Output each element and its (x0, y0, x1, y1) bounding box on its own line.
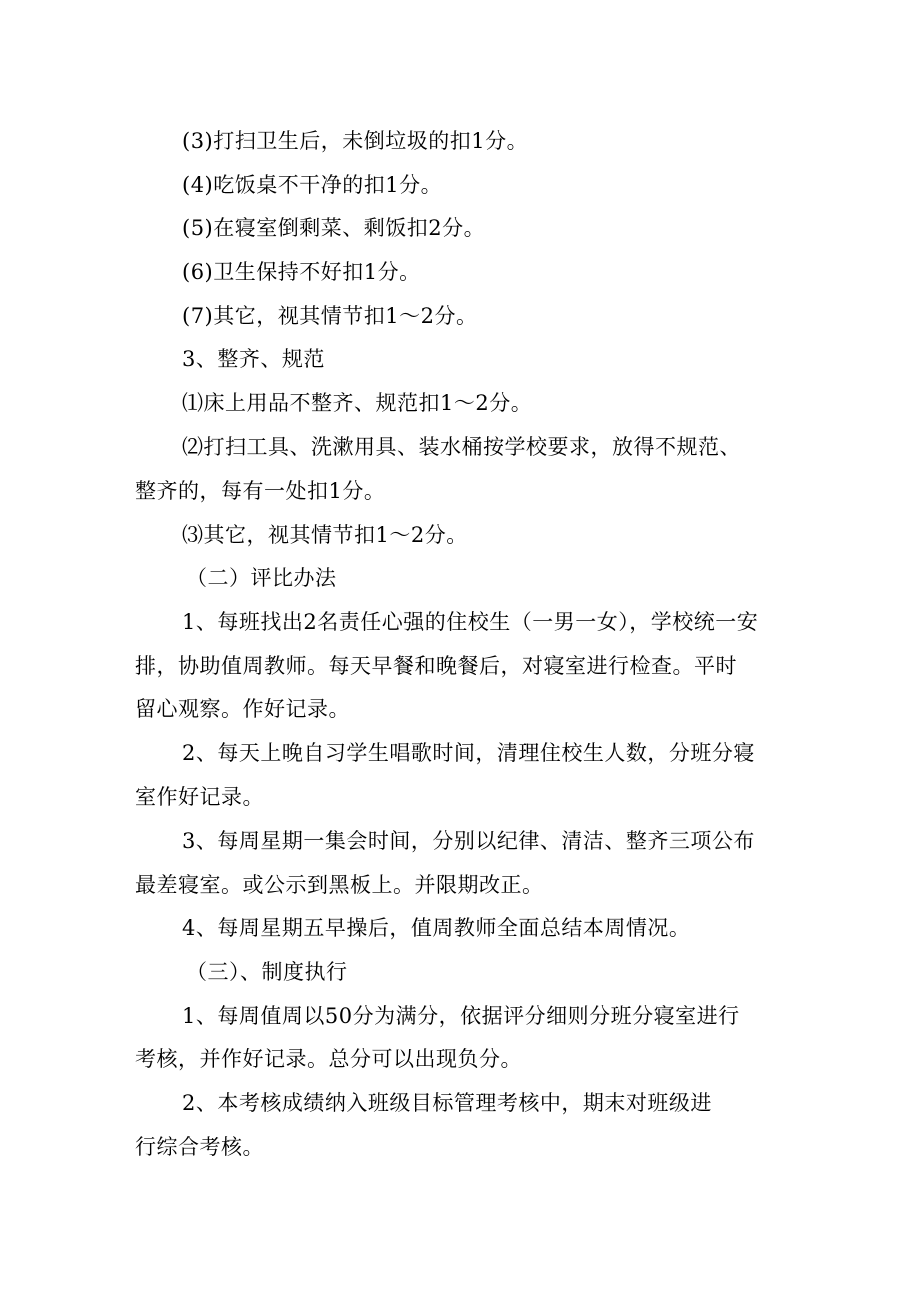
text-line: 室作好记录。 (135, 785, 264, 809)
text-line: ⑴床上用品不整齐、规范扣1～2分。 (182, 391, 533, 415)
text-line: 留心观察。作好记录。 (135, 697, 350, 721)
text-line: (6)卫生保持不好扣1分。 (182, 260, 421, 284)
text-line: ⑵打扫工具、洗漱用具、装水桶按学校要求，放得不规范、 (182, 435, 741, 459)
text-line: (4)吃饭桌不干净的扣1分。 (182, 173, 443, 197)
text-line: 1、每周值周以50分为满分，依据评分细则分班分寝室进行 (182, 1004, 740, 1028)
text-line: ⑶其它，视其情节扣1～2分。 (182, 523, 468, 547)
text-line: 4、每周星期五早操后，值周教师全面总结本周情况。 (182, 916, 691, 940)
section-heading: （三）、制度执行 (186, 960, 348, 984)
text-line: 2、每天上晚自习学生唱歌时间，清理住校生人数，分班分寝 (182, 741, 755, 765)
text-line: 1、每班找出2名责任心强的住校生（一男一女），学校统一安 (182, 610, 759, 634)
section-heading: 3、整齐、规范 (182, 347, 325, 371)
text-line: 2、本考核成绩纳入班级目标管理考核中，期末对班级进 (182, 1091, 712, 1115)
text-line: (3)打扫卫生后，未倒垃圾的扣1分。 (182, 129, 529, 153)
text-line: (7)其它，视其情节扣1～2分。 (182, 304, 478, 328)
text-line: 最差寝室。或公示到黑板上。并限期改正。 (135, 873, 544, 897)
text-line: (5)在寝室倒剩菜、剩饭扣2分。 (182, 216, 486, 240)
text-line: 行综合考核。 (135, 1135, 264, 1159)
text-line: 考核，并作好记录。总分可以出现负分。 (135, 1047, 522, 1071)
text-line: 整齐的，每有一处扣1分。 (135, 479, 386, 503)
text-line: 排，协助值周教师。每天早餐和晚餐后，对寝室进行检查。平时 (135, 654, 737, 678)
text-line: 3、每周星期一集会时间，分别以纪律、清洁、整齐三项公布 (182, 829, 755, 853)
section-heading: （二）评比办法 (186, 566, 337, 590)
